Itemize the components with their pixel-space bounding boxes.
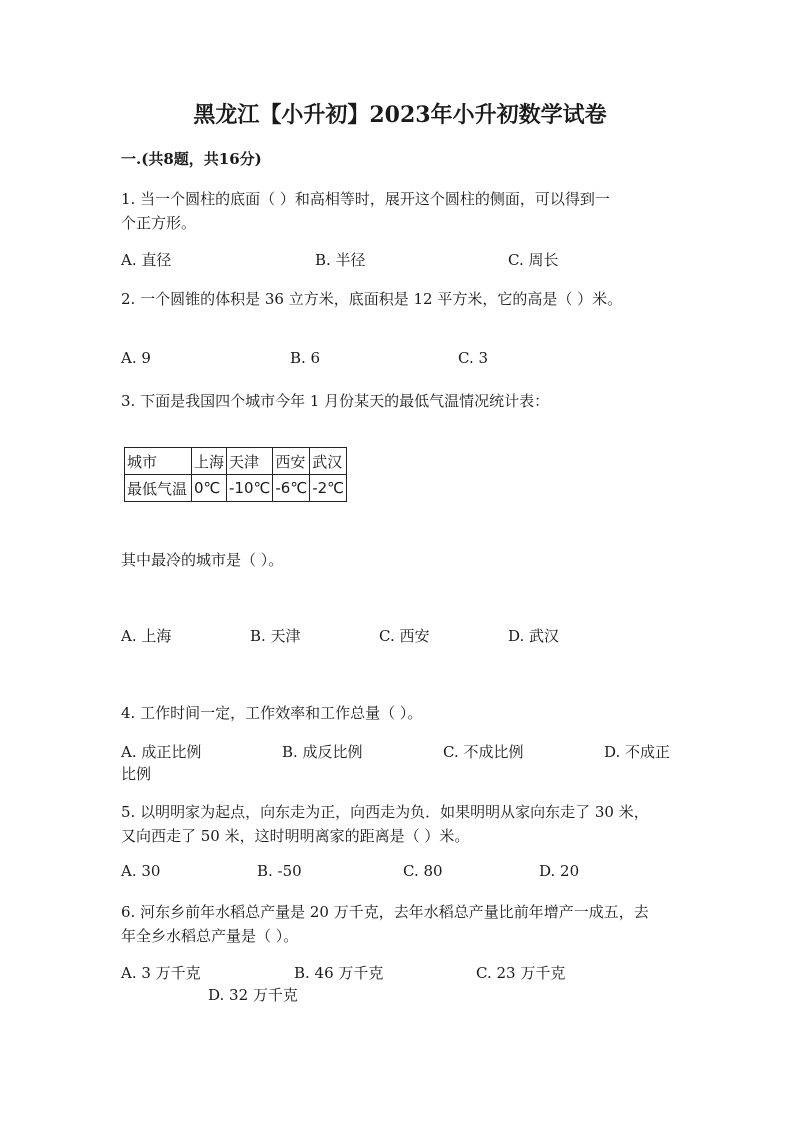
- question-6-line-2: 年全乡水稻总产量是（ ）。: [121, 927, 299, 945]
- question-5-line-1: 5. 以明明家为起点，向东走为正，向西走为负．如果明明从家向东走了 30 米，: [121, 803, 649, 821]
- q5-option-d[interactable]: D. 20: [539, 862, 580, 880]
- q3-option-d[interactable]: D. 武汉: [508, 627, 560, 645]
- section-heading: 一.(共8题，共16分): [121, 150, 262, 168]
- exam-title: 黑龙江【小升初】2023年小升初数学试卷: [193, 102, 607, 128]
- q4-option-d[interactable]: D. 不成正: [604, 743, 671, 761]
- q5-option-c[interactable]: C. 80: [403, 862, 443, 880]
- q4-option-d-wrap: 比例: [121, 765, 152, 783]
- question-3-followup: 其中最冷的城市是（ ）。: [121, 551, 284, 569]
- q6-option-d[interactable]: D. 32 万千克: [208, 986, 298, 1004]
- q2-option-a[interactable]: A. 9: [121, 349, 151, 367]
- q4-option-c[interactable]: C. 不成比例: [443, 743, 524, 761]
- table-cell: 0℃: [192, 475, 227, 502]
- table-cell: 天津: [227, 448, 273, 475]
- table-cell: 武汉: [310, 448, 347, 475]
- table-cell: 西安: [273, 448, 310, 475]
- q4-option-b[interactable]: B. 成反比例: [282, 743, 363, 761]
- q3-option-c[interactable]: C. 西安: [379, 627, 430, 645]
- q5-option-b[interactable]: B. -50: [257, 862, 302, 880]
- question-4: 4. 工作时间一定，工作效率和工作总量（ ）。: [121, 704, 423, 722]
- table-cell: 城市: [125, 448, 192, 475]
- question-1: [121, 187, 681, 235]
- q1-option-b[interactable]: B. 半径: [315, 251, 366, 269]
- q3-option-a[interactable]: A. 上海: [121, 627, 172, 645]
- table-row: [125, 475, 347, 502]
- question-6-line-1: 6. 河东乡前年水稻总产量是 20 万千克，去年水稻总产量比前年增产一成五，去: [121, 903, 649, 921]
- question-2: 2. 一个圆锥的体积是 36 立方米，底面积是 12 平方米，它的高是（ ）米。: [121, 290, 623, 308]
- question-5-line-2: 又向西走了 50 米，这时明明离家的距离是（ ）米。: [121, 827, 470, 845]
- q4-option-a[interactable]: A. 成正比例: [121, 743, 202, 761]
- table-cell: -10℃: [227, 475, 273, 502]
- q6-option-c[interactable]: C. 23 万千克: [476, 964, 566, 982]
- q6-option-b[interactable]: B. 46 万千克: [294, 964, 384, 982]
- question-3: 3. 下面是我国四个城市今年 1 月份某天的最低气温情况统计表：: [121, 392, 550, 410]
- table-cell: -2℃: [310, 475, 347, 502]
- table-cell: 最低气温: [125, 475, 192, 502]
- question-1-line-1: 1. 当一个圆柱的底面（ ）和高相等时，展开这个圆柱的侧面，可以得到一: [121, 190, 610, 208]
- temperature-table: [124, 447, 347, 502]
- q2-option-b[interactable]: B. 6: [290, 349, 321, 367]
- q5-option-a[interactable]: A. 30: [121, 862, 161, 880]
- table-cell: -6℃: [273, 475, 310, 502]
- table-cell: 上海: [192, 448, 227, 475]
- question-1-line-2: 个正方形。: [121, 214, 197, 232]
- q1-option-a[interactable]: A. 直径: [121, 251, 172, 269]
- q1-option-c[interactable]: C. 周长: [508, 251, 559, 269]
- question-6: [121, 900, 681, 948]
- question-5: [121, 800, 681, 848]
- q3-option-b[interactable]: B. 天津: [250, 627, 301, 645]
- q2-option-c[interactable]: C. 3: [458, 349, 489, 367]
- table-row: [125, 448, 347, 475]
- q6-option-a[interactable]: A. 3 万千克: [121, 964, 201, 982]
